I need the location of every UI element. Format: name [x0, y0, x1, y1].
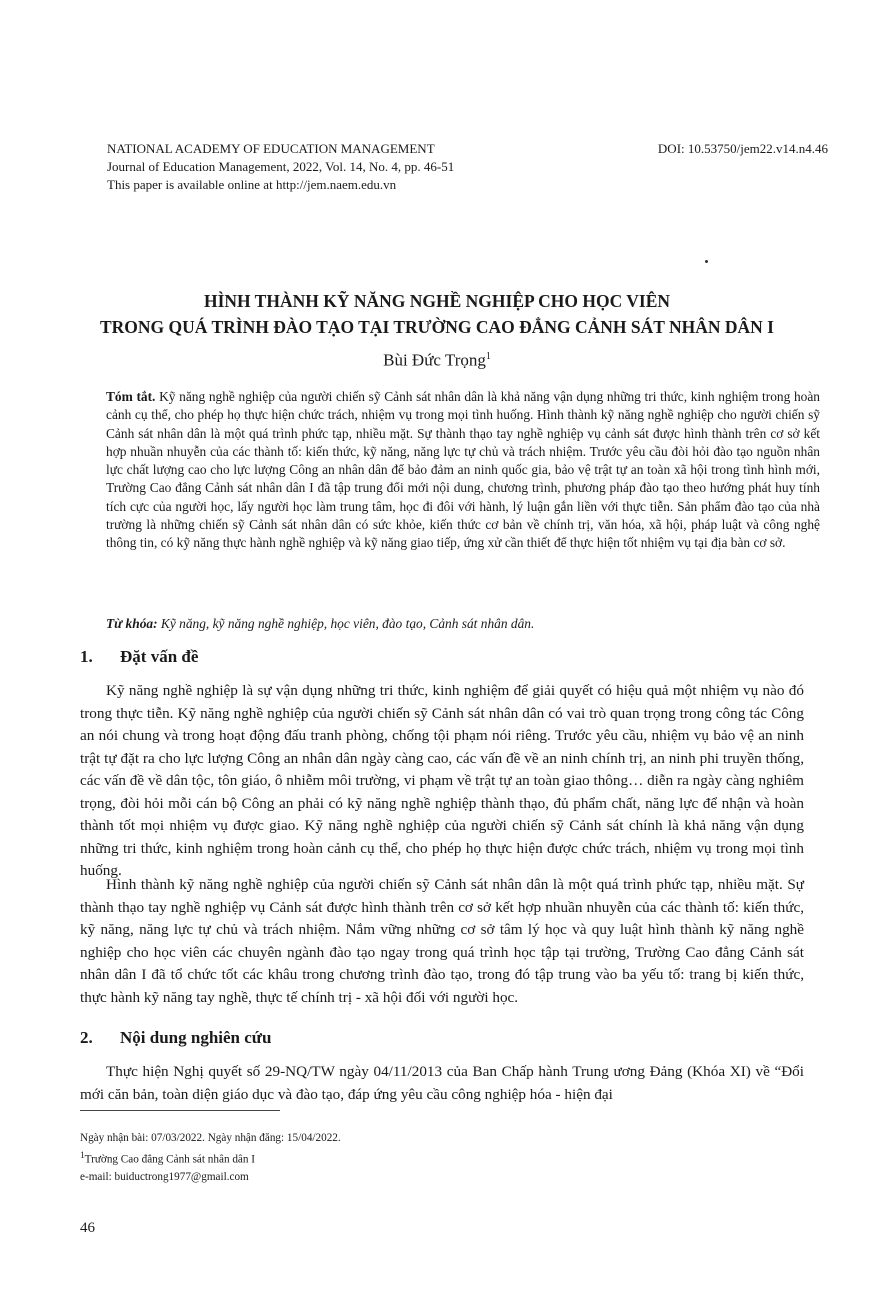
section-2-heading	[80, 1026, 271, 1050]
author-affiliation-mark: 1	[485, 351, 491, 362]
keywords	[106, 615, 820, 633]
section-1-title: Đặt vấn đề	[120, 647, 199, 666]
keywords-label: Từ khóa:	[106, 616, 158, 631]
footnote-email: e-mail: buiductrong1977@gmail.com	[80, 1170, 249, 1183]
abstract-text: Kỹ năng nghề nghiệp của người chiến sỹ Cảnh sát nhân dân là khả năng vận dụng những tri thức, kinh nghiệm trong hoàn cảnh cụ thể, cho phép họ thực hiện chức trách, nhiệm vụ trong mọi tình huống. Hình thành kỹ năng nghề nghiệp cho người chiến sỹ Cảnh sát nhân dân là một quá trình phức tạp, nhiều mặt. Sự thành thạo tay nghề nghiệp vụ cảnh sát được hình thành trên cơ sở kết hợp nhuần nhuyễn của các thành tố: kiến thức, kỹ năng, năng lực tự chủ và trách nhiệm. Trước yêu cầu đòi hỏi đào tạo nguồn nhân lực chất lượng cao cho lực lượng Công an nhân dân để bảo đảm an ninh quốc gia, bảo vệ trật tự an toàn xã hội trong tình hình mới, Trường Cao đẳng Cảnh sát nhân dân I đã tập trung đổi mới nội dung, chương trình, phương pháp đào tạo theo hướng phát huy tính tích cực của người học, lấy người học làm trung tâm, học đi đôi với hành, lý luận gắn liền với thực tiễn. Sản phẩm đào tạo của nhà trường là những chiến sỹ Cảnh sát nhân dân có sức khỏe, kiến thức cơ bản về chính trị, văn hóa, xã hội, pháp luật và công nghệ thông tin, có kỹ năng thực hành nghề nghiệp và kỹ năng giao tiếp, ứng xử cần thiết để thực hiện tốt nhiệm vụ tại địa bàn cơ sở.	[106, 389, 820, 551]
footnote-affiliation-text: Trường Cao đẳng Cảnh sát nhân dân I	[84, 1153, 256, 1166]
journal-header	[107, 140, 587, 194]
section-1-paragraph-2: Hình thành kỹ năng nghề nghiệp của người chiến sỹ Cảnh sát nhân dân là một quá trình phức tạp, nhiều mặt. Sự thành thạo tay nghề nghiệp vụ Cảnh sát được hình thành trên cơ sở kết hợp nhuần nhuyễn của các thành tố: kiến thức, kỹ năng, năng lực tự chủ và trách nhiệm. Nắm vững những cơ sở tâm lý học và quy luật hình thành kỹ năng nghề nghiệp cho học viên các chuyên ngành đào tạo ngay trong quá trình học tập tại trường, Trường Cao đẳng Cảnh sát nhân dân I đã tổ chức tốt các khâu trong chương trình đào tạo, trong đó tập trung vào ba yếu tố: trang bị kiến thức, thực hành kỹ năng tay nghề, thực tế chính trị - xã hội đối với người học.	[80, 876, 804, 1006]
footnotes	[80, 1130, 341, 1186]
abstract	[106, 388, 820, 553]
title-line-1: HÌNH THÀNH KỸ NĂNG NGHỀ NGHIỆP CHO HỌC VIÊN	[203, 291, 671, 311]
author-name: Bùi Đức Trọng	[383, 350, 486, 370]
doi: DOI: 10.53750/jem22.v14.n4.46	[657, 141, 828, 156]
availability-note: This paper is available online at http://jem.naem.edu.vn	[107, 177, 397, 192]
footnote-affiliation-mark: 1	[80, 1150, 85, 1161]
author	[0, 345, 874, 373]
page-number: 46	[80, 1220, 95, 1236]
keywords-text: Kỹ năng, kỹ năng nghề nghiệp, học viên, đào tạo, Cảnh sát nhân dân.	[160, 616, 535, 631]
journal-citation: Journal of Education Management, 2022, Vol. 14, No. 4, pp. 46-51	[107, 159, 455, 174]
section-1-number: 1.	[80, 647, 93, 666]
institution-name: NATIONAL ACADEMY OF EDUCATION MANAGEMENT	[107, 141, 435, 156]
section-1-paragraph-1: Kỹ năng nghề nghiệp là sự vận dụng những tri thức, kinh nghiệm để giải quyết có hiệu quả một nhiệm vụ nào đó trong thực tiễn. Kỹ năng nghề nghiệp của người chiến sỹ Cảnh sát nhân dân có vai trò quan trọng trong công tác Công an nói chung và trong hoạt động đấu tranh phòng, chống tội phạm nói riêng. Trước yêu cầu, nhiệm vụ bảo vệ an ninh trật tự đặt ra cho lực lượng Công an nhân dân ngày càng cao, các vấn đề về an ninh chính trị, an ninh phi truyền thống, các vấn đề về dân tộc, tôn giáo, ô nhiễm môi trường, vi phạm về trật tự an toàn giao thông… diễn ra ngày càng nghiêm trọng, đòi hỏi mỗi cán bộ Công an phải có kỹ năng nghề nghiệp thành thạo, đủ phẩm chất, năng lực để nhận và hoàn thành tốt mọi nhiệm vụ được giao. Kỹ năng nghề nghiệp của người chiến sỹ Cảnh sát chính là khả năng vận dụng những tri thức, kinh nghiệm trong hoàn cảnh cụ thể, cho phép họ thực hiện được chức trách, nhiệm vụ trong mọi tình huống.	[80, 682, 804, 879]
abstract-label: Tóm tắt.	[106, 389, 156, 404]
footnote-dates: Ngày nhận bài: 07/03/2022. Ngày nhận đăng: 15/04/2022.	[80, 1132, 341, 1144]
section-1-heading	[80, 645, 198, 669]
section-2-title: Nội dung nghiên cứu	[120, 1028, 272, 1047]
footnote-divider	[80, 1110, 280, 1111]
paper-title	[60, 288, 814, 340]
footnote-affiliation	[80, 1148, 341, 1169]
stray-mark	[705, 260, 708, 263]
section-2-paragraph-1: Thực hiện Nghị quyết số 29-NQ/TW ngày 04/11/2013 của Ban Chấp hành Trung ương Đảng (Khóa XI) về “Đổi mới căn bản, toàn diện giáo dục và đào tạo, đáp ứng yêu cầu công nghiệp hóa - hiện đại	[80, 1063, 804, 1103]
title-line-2: TRONG QUÁ TRÌNH ĐÀO TẠO TẠI TRƯỜNG CAO ĐẲNG CẢNH SÁT NHÂN DÂN I	[100, 317, 774, 337]
section-2-number: 2.	[80, 1028, 93, 1047]
